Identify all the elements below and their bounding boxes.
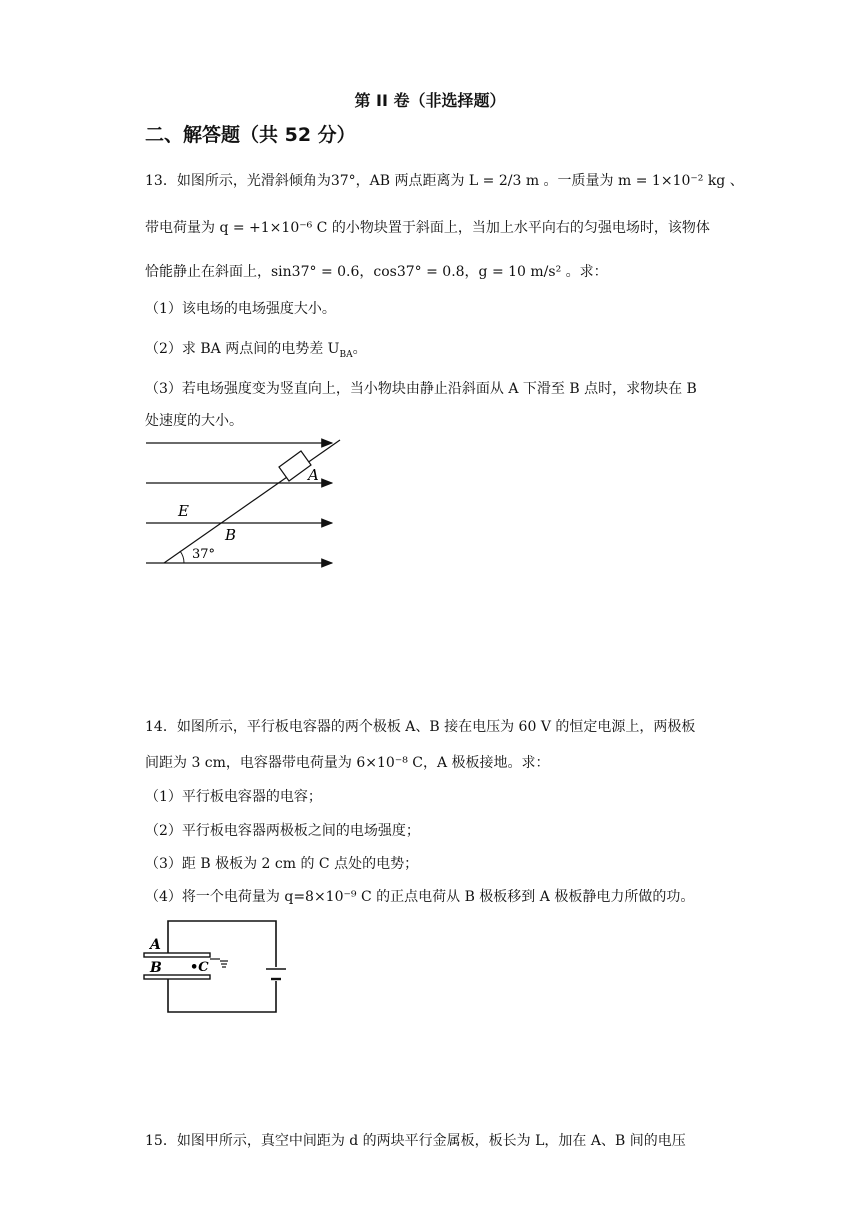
q13-sub3-line1: （3）若电场强度变为竖直向上，当小物块由静止沿斜面从 A 下滑至 B 点时，求物块在 B [145, 381, 697, 397]
angle-arc [180, 551, 184, 563]
q15-line1: 15．如图甲所示，真空中间距为 d 的两块平行金属板，板长为 L，加在 A、B 间的电压 [145, 1133, 686, 1149]
plate-A [144, 953, 210, 957]
q14-line1: 14．如图所示，平行板电容器的两个极板 A、B 接在电压为 60 V 的恒定电源上，两极板 [145, 719, 696, 735]
section-heading: 二、解答题（共 52 分） [145, 124, 356, 146]
label-A: A [308, 466, 319, 484]
circuit-wire-bottom [168, 977, 276, 1012]
q13-sub2-subscript: BA [339, 349, 353, 360]
incline-line [164, 440, 340, 563]
small-block [279, 451, 311, 481]
q13-sub2-end: 。 [352, 341, 367, 357]
q13-sub3-line2: 处速度的大小。 [145, 413, 243, 429]
angle-label: 37° [192, 547, 216, 562]
q13-line2: 带电荷量为 q = +1×10⁻⁶ C 的小物块置于斜面上，当加上水平向右的匀强电场时，该物体 [145, 220, 710, 236]
q14-sub1: （1）平行板电容器的电容； [145, 789, 322, 805]
q13-figure [140, 432, 350, 572]
circuit-wire-top [168, 921, 276, 967]
q13-line1: 13．如图所示，光滑斜倾角为37°，AB 两点距离为 L = 2/3 m 。一质量为 m = 1×10⁻² kg 、 [145, 173, 744, 189]
q14-figure [140, 915, 300, 1020]
q13-sub2-text: （2）求 BA 两点间的电势差 U [145, 341, 340, 357]
q14-sub2: （2）平行板电容器两极板之间的电场强度； [145, 823, 420, 839]
label-E: E [178, 502, 189, 520]
q13-line3: 恰能静止在斜面上，sin37° = 0.6，cos37° = 0.8，g = 10 m/s² 。求： [145, 264, 608, 280]
plate-label-B: B [150, 960, 162, 976]
q14-sub4: （4）将一个电荷量为 q=8×10⁻⁹ C 的正点电荷从 B 极板移到 A 极板静电力所做的功。 [145, 889, 695, 905]
label-B: B [225, 526, 237, 544]
page-title: 第 II 卷（非选择题） [354, 91, 506, 110]
q14-line2: 间距为 3 cm，电容器带电荷量为 6×10⁻⁸ C，A 极板接地。求： [145, 755, 550, 771]
point-label-C: •C [190, 960, 209, 975]
plate-label-A: A [150, 937, 161, 953]
q14-sub3: （3）距 B 极板为 2 cm 的 C 点处的电势； [145, 856, 419, 872]
q13-sub2 [145, 338, 367, 360]
q13-sub1: （1）该电场的电场强度大小。 [145, 301, 336, 317]
